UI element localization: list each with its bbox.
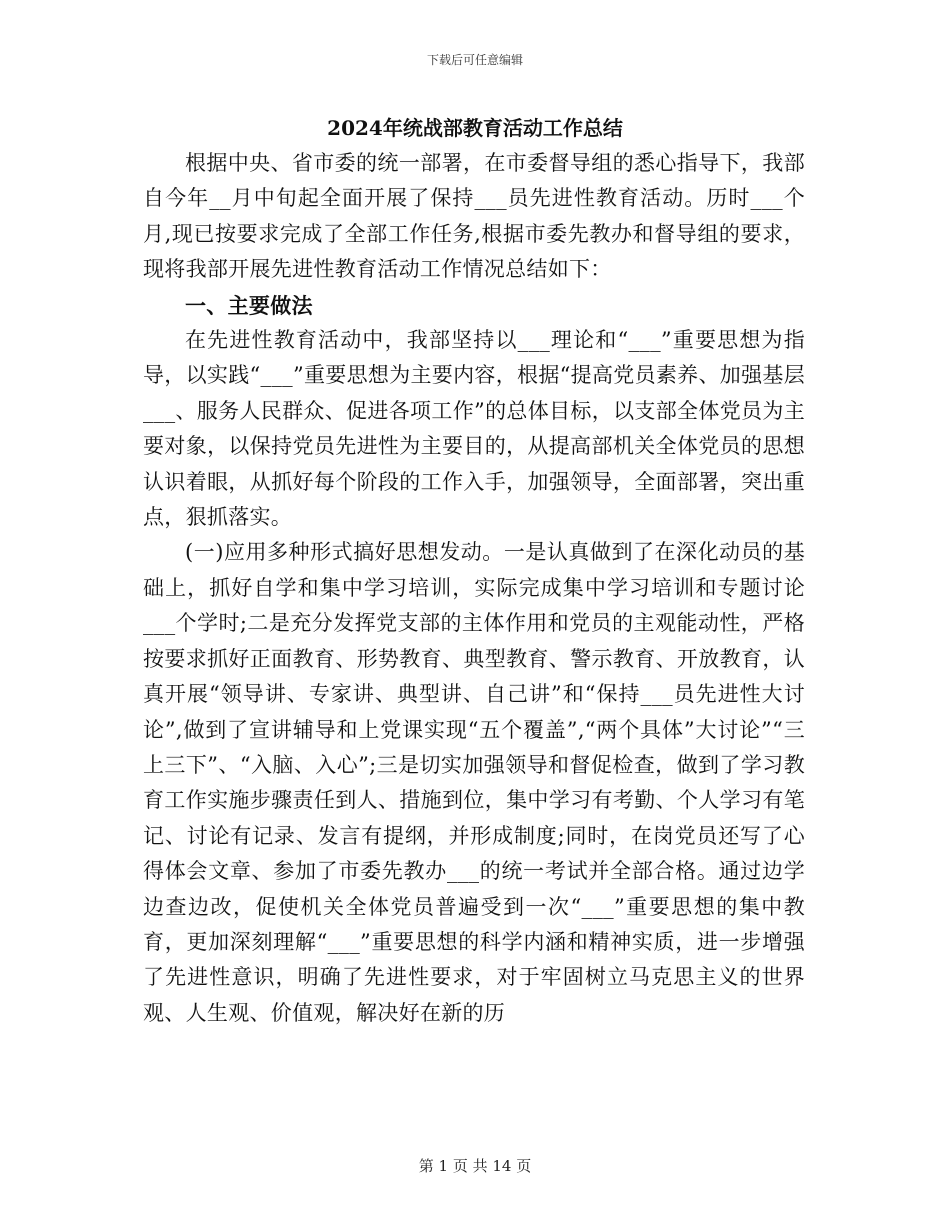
paragraph-ideological-mobilization: (一)应用多种形式搞好思想发动。一是认真做到了在深化动员的基础上，抓好自学和集中学习培训，实际完成集中学习培训和专题讨论___个学时;二是充分发挥党支部的主体作用和党员的主观能动性，严格按要求抓好正面教育、形势教育、典型教育、警示教育、开放教育，认真开展“领导讲、专家讲、典型讲、自己讲”和“保持___员先进性大讨论”,做到了宣讲辅导和上党课实现“五个覆盖”,“两个具体”大讨论”“三上三下”、“入脑、入心”;三是切实加强领导和督促检查，做到了学习教育工作实施步骤责任到人、措施到位，集中学习有考勤、个人学习有笔记、讨论有记录、发言有提纲，并形成制度;同时，在岗党员还写了心得体会文章、参加了市委先教办___的统一考试并全部合格。通过边学边查边改，促使机关全体党员普遍受到一次“___”重要思想的集中教育，更加深刻理解“___”重要思想的科学内涵和精神实质，进一步增强了先进性意识，明确了先进性要求，对于牢固树立马克思主义的世界观、人生观、价值观，解决好在新的历 bbox=[143, 540, 805, 1025]
paragraph-guiding-principles: 在先进性教育活动中，我部坚持以___理论和“___”重要思想为指导，以实践“___”重要思想为主要内容，根据“提高党员素养、加强基层___、服务人民群众、促进各项工作”的总体目标，以支部全体党员为主要对象，以保持党员先进性为主要目的，从提高部机关全体党员的思想认识着眼，从抓好每个阶段的工作入手，加强领导，全面部署，突出重点，狠抓落实。 bbox=[143, 328, 805, 530]
document-body bbox=[143, 146, 805, 1031]
page-header-note: 下载后可任意编辑 bbox=[426, 53, 523, 67]
page-number-footer: 第 1 页 共 14 页 bbox=[418, 1157, 532, 1175]
section-heading-main-practices: 一、主要做法 bbox=[185, 292, 313, 318]
paragraph-intro: 根据中央、省市委的统一部署，在市委督导组的悉心指导下，我部自今年__月中旬起全面开展了保持___员先进性教育活动。历时___个月,现已按要求完成了全部工作任务,根据市委先教办和督导组的要求，现将我部开展先进性教育活动工作情况总结如下： bbox=[143, 151, 805, 282]
document-title: 2024年统战部教育活动工作总结 bbox=[327, 116, 623, 140]
